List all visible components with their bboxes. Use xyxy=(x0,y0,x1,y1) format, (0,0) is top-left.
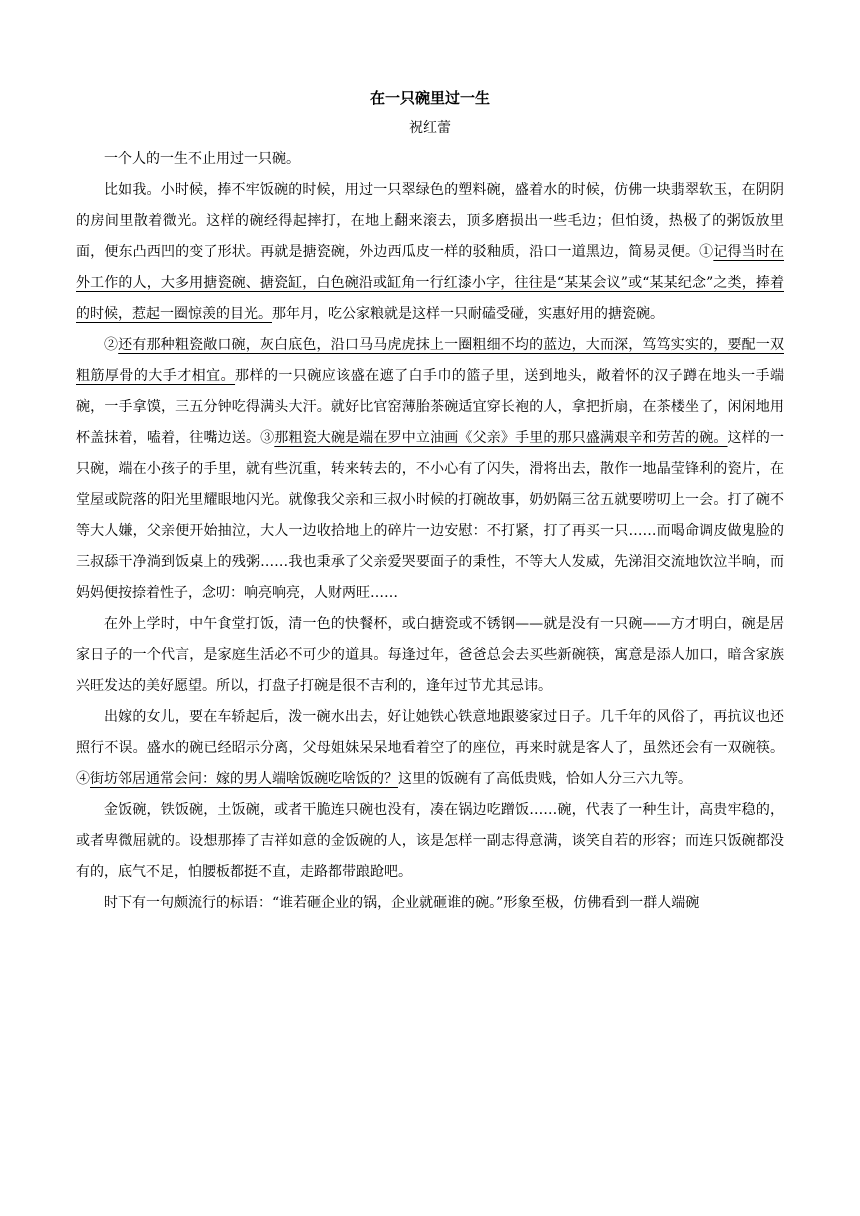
underlined-sentence: 那粗瓷大碗是端在罗中立油画《父亲》手里的那只盛满艰辛和劳苦的碗。 xyxy=(274,430,728,446)
paragraph xyxy=(76,144,784,175)
article-title: 在一只碗里过一生 xyxy=(369,89,490,107)
text-run: 那年月，吃公家粮就是这样一只耐磕受碰，实惠好用的搪瓷碗。 xyxy=(272,306,664,322)
text-run: ② xyxy=(104,337,119,353)
article-author: 祝红蕾 xyxy=(409,120,451,136)
text-run: 在外上学时，中午食堂打饭，清一色的快餐杯，或白搪瓷或不锈钢——就是没有一只碗——方才明白，碗是居家日子的一个代言，是家庭生活必不可少的道具。每逢过年，爸爸总会去买些新碗筷，寓意是添人加口，暗含家族兴旺发达的美好愿望。所以，打盘子打碗是很不吉利的，逢年过节尤其忌讳。 xyxy=(76,616,784,694)
paragraph xyxy=(76,175,784,330)
text-run: 比如我。小时候，捧不牢饭碗的时候，用过一只翠绿色的塑料碗，盛着水的时候，仿佛一块翡翠软玉，在阴阴的房间里散着微光。这样的碗经得起摔打，在地上翻来滚去，顶多磨损出一些毛边；但怕烫，热极了的粥饭放里面，便东凸西凹的变了形状。再就是搪瓷碗，外边西瓜皮一样的驳釉质，沿口一道黑边，简易灵便。① xyxy=(76,182,784,260)
text-run: 那样的一只碗应该盛在遮了白手巾的篮子里，送到地头，敞着怀的汉子蹲在地头一手端碗，一手拿馍，三五分钟吃得满头大汗。就好比官窑薄胎茶碗适宜穿长袍的人，拿把折扇，在茶楼坐了，闲闲地用杯盖抹着，嗑着，往嘴边送。③ xyxy=(76,368,785,446)
underlined-sentence: 还有那种粗瓷敞口碗，灰白底色，沿口马马虎虎抹上一圈粗细不均的蓝边，大而深，笃笃实实的，要配一双粗筋厚骨的大手才相宜。 xyxy=(76,337,784,384)
text-run: 出嫁的女儿，要在车轿起后，泼一碗水出去，好让她铁心铁意地跟婆家过日子。几千年的风俗了，再抗议也还照行不误。盛水的碗已经昭示分离，父母姐妹呆呆地看着空了的座位，再来时就是客人了，虽然还会有一双碗筷。④ xyxy=(76,709,784,787)
underlined-sentence: 街坊邻居通常会问：嫁的男人端啥饭碗吃啥饭的？ xyxy=(90,771,398,787)
paragraph xyxy=(76,330,784,609)
paragraph xyxy=(76,702,784,795)
paragraph xyxy=(76,888,784,919)
paragraph xyxy=(76,795,784,888)
text-run: 金饭碗，铁饭碗，土饭碗，或者干脆连只碗也没有，凑在锅边吃蹭饭……碗，代表了一种生计，高贵牢稳的，或者卑微屈就的。设想那捧了吉祥如意的金饭碗的人，该是怎样一副志得意满，谈笑自若的形容；而连只饭碗都没有的，底气不足，怕腰板都挺不直，走路都带踉跄吧。 xyxy=(76,802,784,880)
text-run: 这样的一只碗，端在小孩子的手里，就有些沉重，转来转去的，不小心有了闪失，滑将出去，散作一地晶莹锋利的瓷片，在堂屋或院落的阳光里耀眼地闪光。就像我父亲和三叔小时候的打碗故事，奶奶隔三岔五就要唠叨上一会。打了碗不等大人嫌，父亲便开始抽泣，大人一边收拾地上的碎片一边安慰：不打紧，打了再买一只……而喝命调皮做鬼脸的三叔舔干净淌到饭桌上的残粥……我也秉承了父亲爱哭要面子的秉性，不等大人发威，先涕泪交流地饮泣半晌，而妈妈便按捺着性子，念叨：响亮响亮，人财两旺…… xyxy=(76,430,785,601)
article-body xyxy=(76,144,784,919)
paragraph xyxy=(76,609,784,702)
text-run: 一个人的一生不止用过一只碗。 xyxy=(104,151,300,167)
text-run: 这里的饭碗有了高低贵贱，恰如人分三六九等。 xyxy=(398,771,692,787)
text-run: 时下有一句颇流行的标语：“谁若砸企业的锅，企业就砸谁的碗。”形象至极，仿佛看到一群人端碗 xyxy=(104,895,700,911)
underlined-sentence: 记得当时在外工作的人，大多用搪瓷碗、搪瓷缸，白色碗沿或缸角一行红漆小字，往往是“某某会议”或“某某纪念”之类，捧着的时候，惹起一圈惊羡的目光。 xyxy=(76,244,784,322)
